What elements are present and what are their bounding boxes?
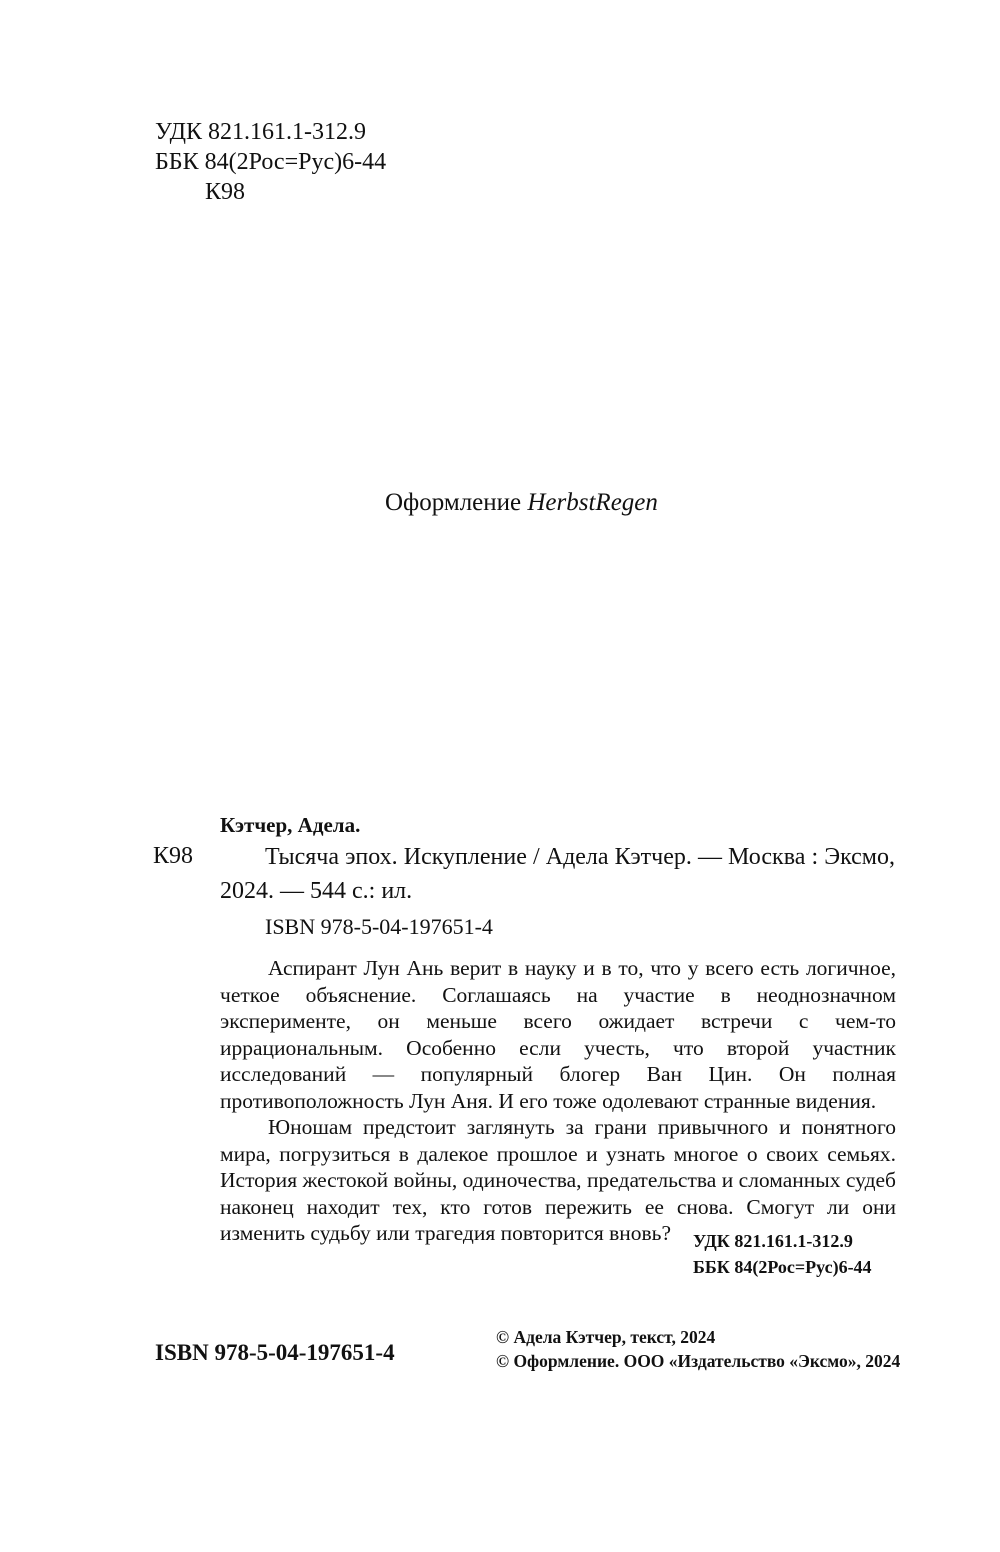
annotation [220, 955, 896, 1247]
annotation-bbk-code: ББК 84(2Рос=Рус)6-44 [693, 1257, 872, 1277]
copyright-block [496, 1325, 900, 1373]
design-credit [385, 489, 658, 517]
record-author: Кэтчер, Адела. [220, 813, 361, 837]
record-author-sign: К98 [153, 843, 194, 869]
annotation-paragraph-1: Аспирант Лун Ань верит в науку и в то, что у всего есть логичное, четкое объяснение. Соглашаясь на участие в неоднозначном эксперименте, он меньше всего ожидает встречи с чем-то иррациональным. Особенно если учесть, что второй участник исследований — популярный блогер Ван Цин. Он полная противоположность Лун Аня. И его тоже одолевают странные видения. [220, 956, 896, 1113]
classification-codes-top [155, 117, 386, 207]
design-credit-name: HerbstRegen [527, 489, 658, 516]
annotation-udk-code: УДК 821.161.1-312.9 [693, 1231, 853, 1251]
copyright-text: © Адела Кэтчер, текст, 2024 [496, 1327, 716, 1347]
copyright-design: © Оформление. ООО «Издательство «Эксмо», 2024 [496, 1351, 901, 1371]
record-isbn: ISBN 978-5-04-197651-4 [265, 914, 493, 939]
bbk-code: ББК 84(2Рос=Рус)6-44 [155, 149, 387, 175]
design-credit-label: Оформление [385, 489, 522, 516]
udk-code: УДК 821.161.1-312.9 [155, 119, 366, 145]
classification-codes-annotation [693, 1228, 872, 1280]
author-sign: К98 [205, 179, 246, 205]
record-title-line: Тысяча эпох. Искупление / Адела Кэтчер. — Москва : Эксмо, 2024. — 544 с.: ил. [220, 844, 895, 904]
annotation-paragraph-2: Юношам предстоит заглянуть за грани привычного и понятного мира, погрузиться в далекое прошлое и узнать многое о своих семьях. История жестокой войны, одиночества, предательства и сломанных судеб наконец находит тех, кто готов пережить ее снова. Смогут ли они изменить судьбу или трагедия повторится вновь? [220, 1115, 896, 1245]
isbn-bottom: ISBN 978-5-04-197651-4 [155, 1340, 395, 1365]
bibliographic-record [220, 840, 895, 908]
